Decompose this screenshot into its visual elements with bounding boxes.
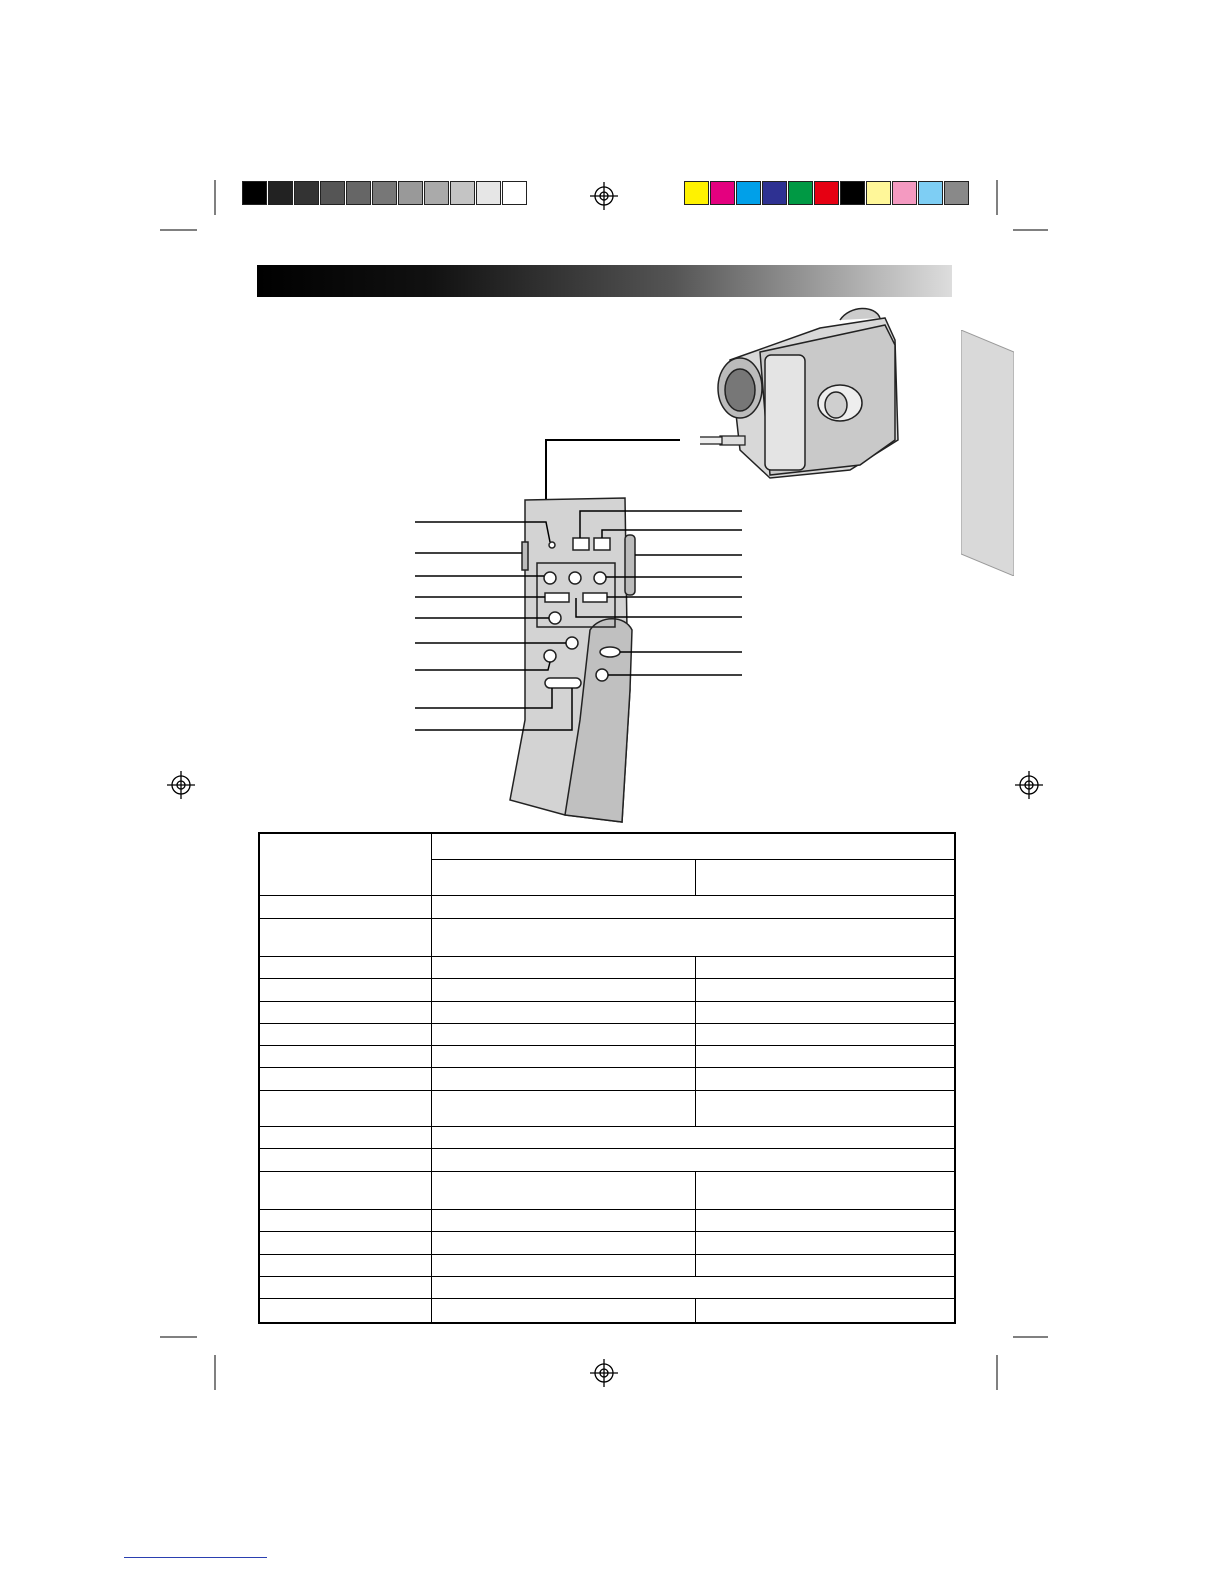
side-tab — [961, 330, 1014, 576]
table-cell — [259, 1090, 431, 1126]
calibration-swatch — [450, 181, 475, 205]
table-cell — [259, 1127, 431, 1149]
table-cell — [695, 1090, 955, 1126]
calibration-swatch — [840, 181, 865, 205]
section-header-band — [257, 265, 952, 297]
table-cell — [431, 1127, 955, 1149]
table-cell — [695, 1046, 955, 1068]
function-table — [258, 832, 956, 1324]
calibration-swatch — [398, 181, 423, 205]
table-cell — [431, 1068, 695, 1090]
table-cell — [259, 1068, 431, 1090]
table-row — [259, 1001, 955, 1023]
table-cell — [431, 1090, 695, 1126]
table-row — [259, 956, 955, 978]
bottom-link-underline — [124, 1557, 267, 1558]
registration-mark-top — [590, 182, 618, 210]
table-row — [259, 918, 955, 956]
table-row — [259, 833, 955, 859]
table-cell — [431, 1254, 695, 1276]
table-row — [259, 1127, 955, 1149]
calibration-swatch — [268, 181, 293, 205]
table-cell — [695, 1299, 955, 1323]
table-cell — [259, 1210, 431, 1232]
table-row — [259, 896, 955, 918]
table-cell — [431, 918, 955, 956]
calibration-swatch — [710, 181, 735, 205]
calibration-swatch — [476, 181, 501, 205]
calibration-swatch — [372, 181, 397, 205]
table-cell — [259, 1171, 431, 1209]
registration-mark-left — [167, 771, 195, 799]
calibration-swatch — [242, 181, 267, 205]
table-row — [259, 1068, 955, 1090]
table-cell — [431, 859, 695, 895]
calibration-swatch — [892, 181, 917, 205]
table-cell — [431, 1171, 695, 1209]
registration-mark-bottom — [590, 1359, 618, 1387]
calibration-swatch — [866, 181, 891, 205]
table-cell — [259, 1001, 431, 1023]
calibration-swatch — [788, 181, 813, 205]
table-cell — [695, 1254, 955, 1276]
table-cell — [259, 956, 431, 978]
table-cell — [431, 1001, 695, 1023]
table-cell — [431, 1023, 695, 1045]
table-row — [259, 1090, 955, 1126]
calibration-swatch — [684, 181, 709, 205]
table-row — [259, 1046, 955, 1068]
calibration-swatch — [502, 181, 527, 205]
table-row — [259, 979, 955, 1001]
table-row — [259, 1254, 955, 1276]
table-cell — [431, 979, 695, 1001]
table-cell — [431, 1210, 695, 1232]
table-row — [259, 1276, 955, 1298]
table-cell — [259, 1046, 431, 1068]
table-cell — [431, 1046, 695, 1068]
table-row — [259, 1232, 955, 1254]
table-cell — [431, 956, 695, 978]
table-cell — [695, 1001, 955, 1023]
table-row — [259, 1149, 955, 1171]
table-cell — [431, 1232, 695, 1254]
calibration-swatch — [762, 181, 787, 205]
table-cell — [695, 1023, 955, 1045]
calibration-swatch — [944, 181, 969, 205]
table-row — [259, 1299, 955, 1323]
table-cell — [259, 1232, 431, 1254]
calibration-swatch — [320, 181, 345, 205]
table-cell — [259, 896, 431, 918]
table-cell — [431, 833, 955, 859]
calibration-swatch — [736, 181, 761, 205]
table-cell — [259, 1149, 431, 1171]
table-cell — [431, 1299, 695, 1323]
table-cell — [259, 1023, 431, 1045]
table-cell — [259, 1254, 431, 1276]
calibration-swatch — [918, 181, 943, 205]
table-cell — [259, 979, 431, 1001]
table-cell — [431, 1149, 955, 1171]
calibration-swatch — [294, 181, 319, 205]
calibration-swatch — [814, 181, 839, 205]
table-cell — [259, 833, 431, 896]
table-cell — [259, 918, 431, 956]
table-cell — [695, 1232, 955, 1254]
table-cell — [695, 1210, 955, 1232]
table-cell — [695, 956, 955, 978]
table-row — [259, 1210, 955, 1232]
table-cell — [259, 1276, 431, 1298]
calibration-swatch — [424, 181, 449, 205]
table-row — [259, 1171, 955, 1209]
table-cell — [695, 859, 955, 895]
calibration-swatch — [346, 181, 371, 205]
table-row — [259, 1023, 955, 1045]
table-cell — [695, 979, 955, 1001]
remote-control-illustration — [400, 430, 760, 830]
table-cell — [431, 1276, 955, 1298]
registration-mark-right — [1015, 771, 1043, 799]
table-cell — [695, 1068, 955, 1090]
table-cell — [259, 1299, 431, 1323]
table-cell — [431, 896, 955, 918]
table-cell — [695, 1171, 955, 1209]
